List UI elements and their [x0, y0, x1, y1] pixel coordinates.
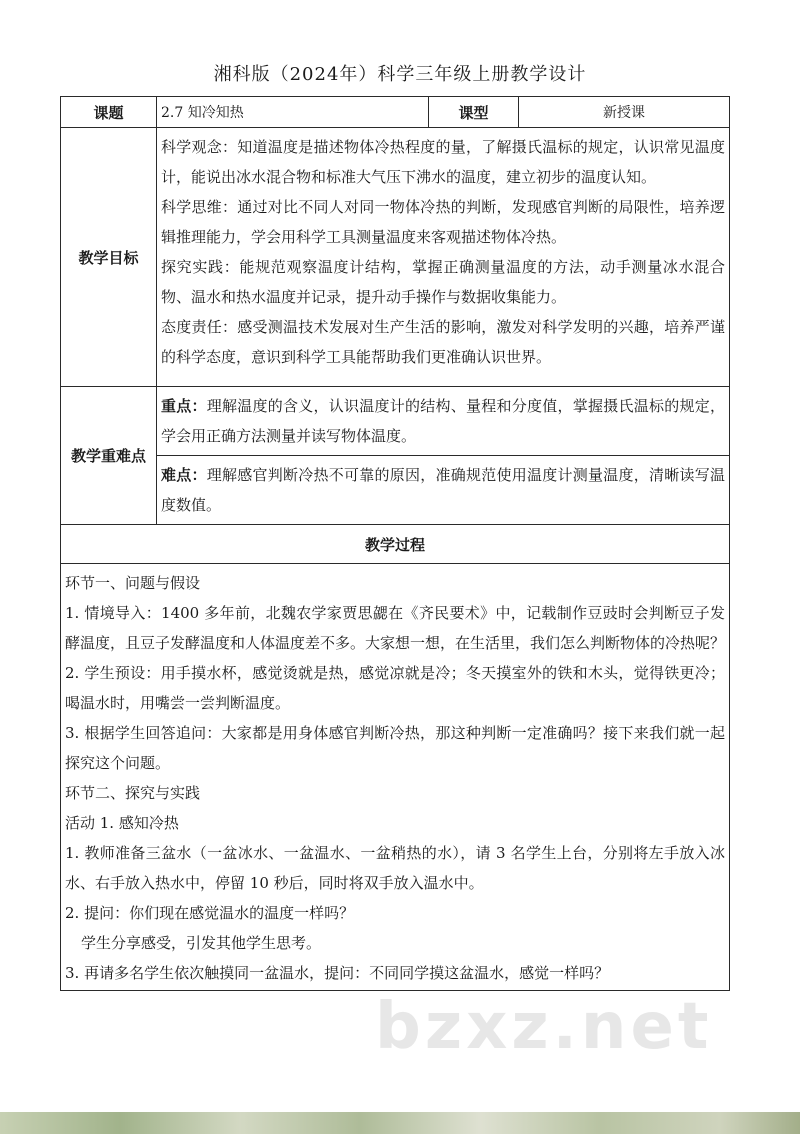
stage-two-heading: 环节二、探究与实践: [65, 784, 201, 802]
process-item: 3. 根据学生回答追问：大家都是用身体感官判断冷热，那这种判断一定准确吗？接下来我们就一起探究这个问题。: [65, 724, 725, 772]
type-label: 课型: [429, 97, 519, 128]
process-item: 2. 提问：你们现在感觉温水的温度一样吗？: [65, 904, 355, 922]
topic-value: 2.7 知冷知热: [157, 97, 429, 128]
objectives-label: 教学目标: [61, 128, 157, 387]
objective-science-thinking: 科学思维：通过对比不同人对同一物体冷热的判断，发现感官判断的局限性，培养逻辑推理能力，学会用科学工具测量温度来客观描述物体冷热。: [161, 198, 725, 246]
process-heading-row: [61, 525, 730, 564]
site-watermark: bzxz.net: [375, 990, 713, 1064]
objectives-row: [61, 128, 730, 387]
key-point-label: 重点：: [161, 397, 207, 415]
bottom-photo-strip: [0, 1112, 800, 1134]
difficulty-body: 理解感官判断冷热不可靠的原因，准确规范使用温度计测量温度，清晰读写温度数值。: [161, 466, 725, 514]
objective-inquiry-practice: 探究实践：能规范观察温度计结构，掌握正确测量温度的方法，动手测量冰水混合物、温水和热水温度并记录，提升动手操作与数据收集能力。: [161, 258, 725, 306]
key-point-text: [161, 391, 725, 451]
process-item: 1. 情境导入：1400 多年前，北魏农学家贾思勰在《齐民要术》中，记载制作豆豉时会判断豆子发酵温度，且豆子发酵温度和人体温度差不多。大家想一想，在生活里，我们怎么判断物体的冷热呢？: [65, 604, 726, 652]
key-point-cell: [157, 387, 730, 456]
process-row: [61, 564, 730, 991]
stage-one-heading: 环节一、问题与假设: [65, 574, 201, 592]
type-value: 新授课: [519, 97, 730, 128]
difficulty-label: 难点：: [161, 466, 207, 484]
activity-heading: 活动 1. 感知冷热: [65, 814, 179, 832]
process-item: 3. 再请多名学生依次触摸同一盆温水，提问：不同同学摸这盆温水，感觉一样吗？: [65, 964, 610, 982]
difficulty-row: [61, 456, 730, 525]
document-title: 湘科版（2024年）科学三年级上册教学设计: [213, 64, 587, 85]
objectives-content: [157, 128, 730, 387]
topic-label: 课题: [61, 97, 157, 128]
difficulty-cell: [157, 456, 730, 525]
process-item: 1. 教师准备三盆水（一盆冰水、一盆温水、一盆稍热的水），请 3 名学生上台，分别将左手放入冰水、右手放入热水中，停留 10 秒后，同时将双手放入温水中。: [65, 844, 725, 892]
key-points-label: 教学重难点: [61, 387, 157, 525]
objective-science-concept: 科学观念：知道温度是描述物体冷热程度的量，了解摄氏温标的规定，认识常见温度计，能说出冰水混合物和标准大气压下沸水的温度，建立初步的温度认知。: [161, 138, 725, 186]
key-point-body: 理解温度的含义，认识温度计的结构、量程和分度值，掌握摄氏温标的规定，学会用正确方法测量并读写物体温度。: [161, 397, 725, 445]
process-content: [61, 564, 730, 991]
process-item: 2. 学生预设：用手摸水杯，感觉烫就是热，感觉凉就是冷；冬天摸室外的铁和木头，觉得铁更冷；喝温水时，用嘴尝一尝判断温度。: [65, 664, 725, 712]
key-points-row: [61, 387, 730, 456]
difficulty-text: [161, 460, 725, 520]
process-heading: 教学过程: [61, 525, 730, 564]
process-item: 学生分享感受，引发其他学生思考。: [81, 934, 322, 952]
objective-attitude-responsibility: 态度责任：感受测温技术发展对生产生活的影响，激发对科学发明的兴趣，培养严谨的科学态度，意识到科学工具能帮助我们更准确认识世界。: [161, 318, 725, 366]
header-row: [61, 97, 730, 128]
lesson-plan-table: [60, 96, 730, 991]
